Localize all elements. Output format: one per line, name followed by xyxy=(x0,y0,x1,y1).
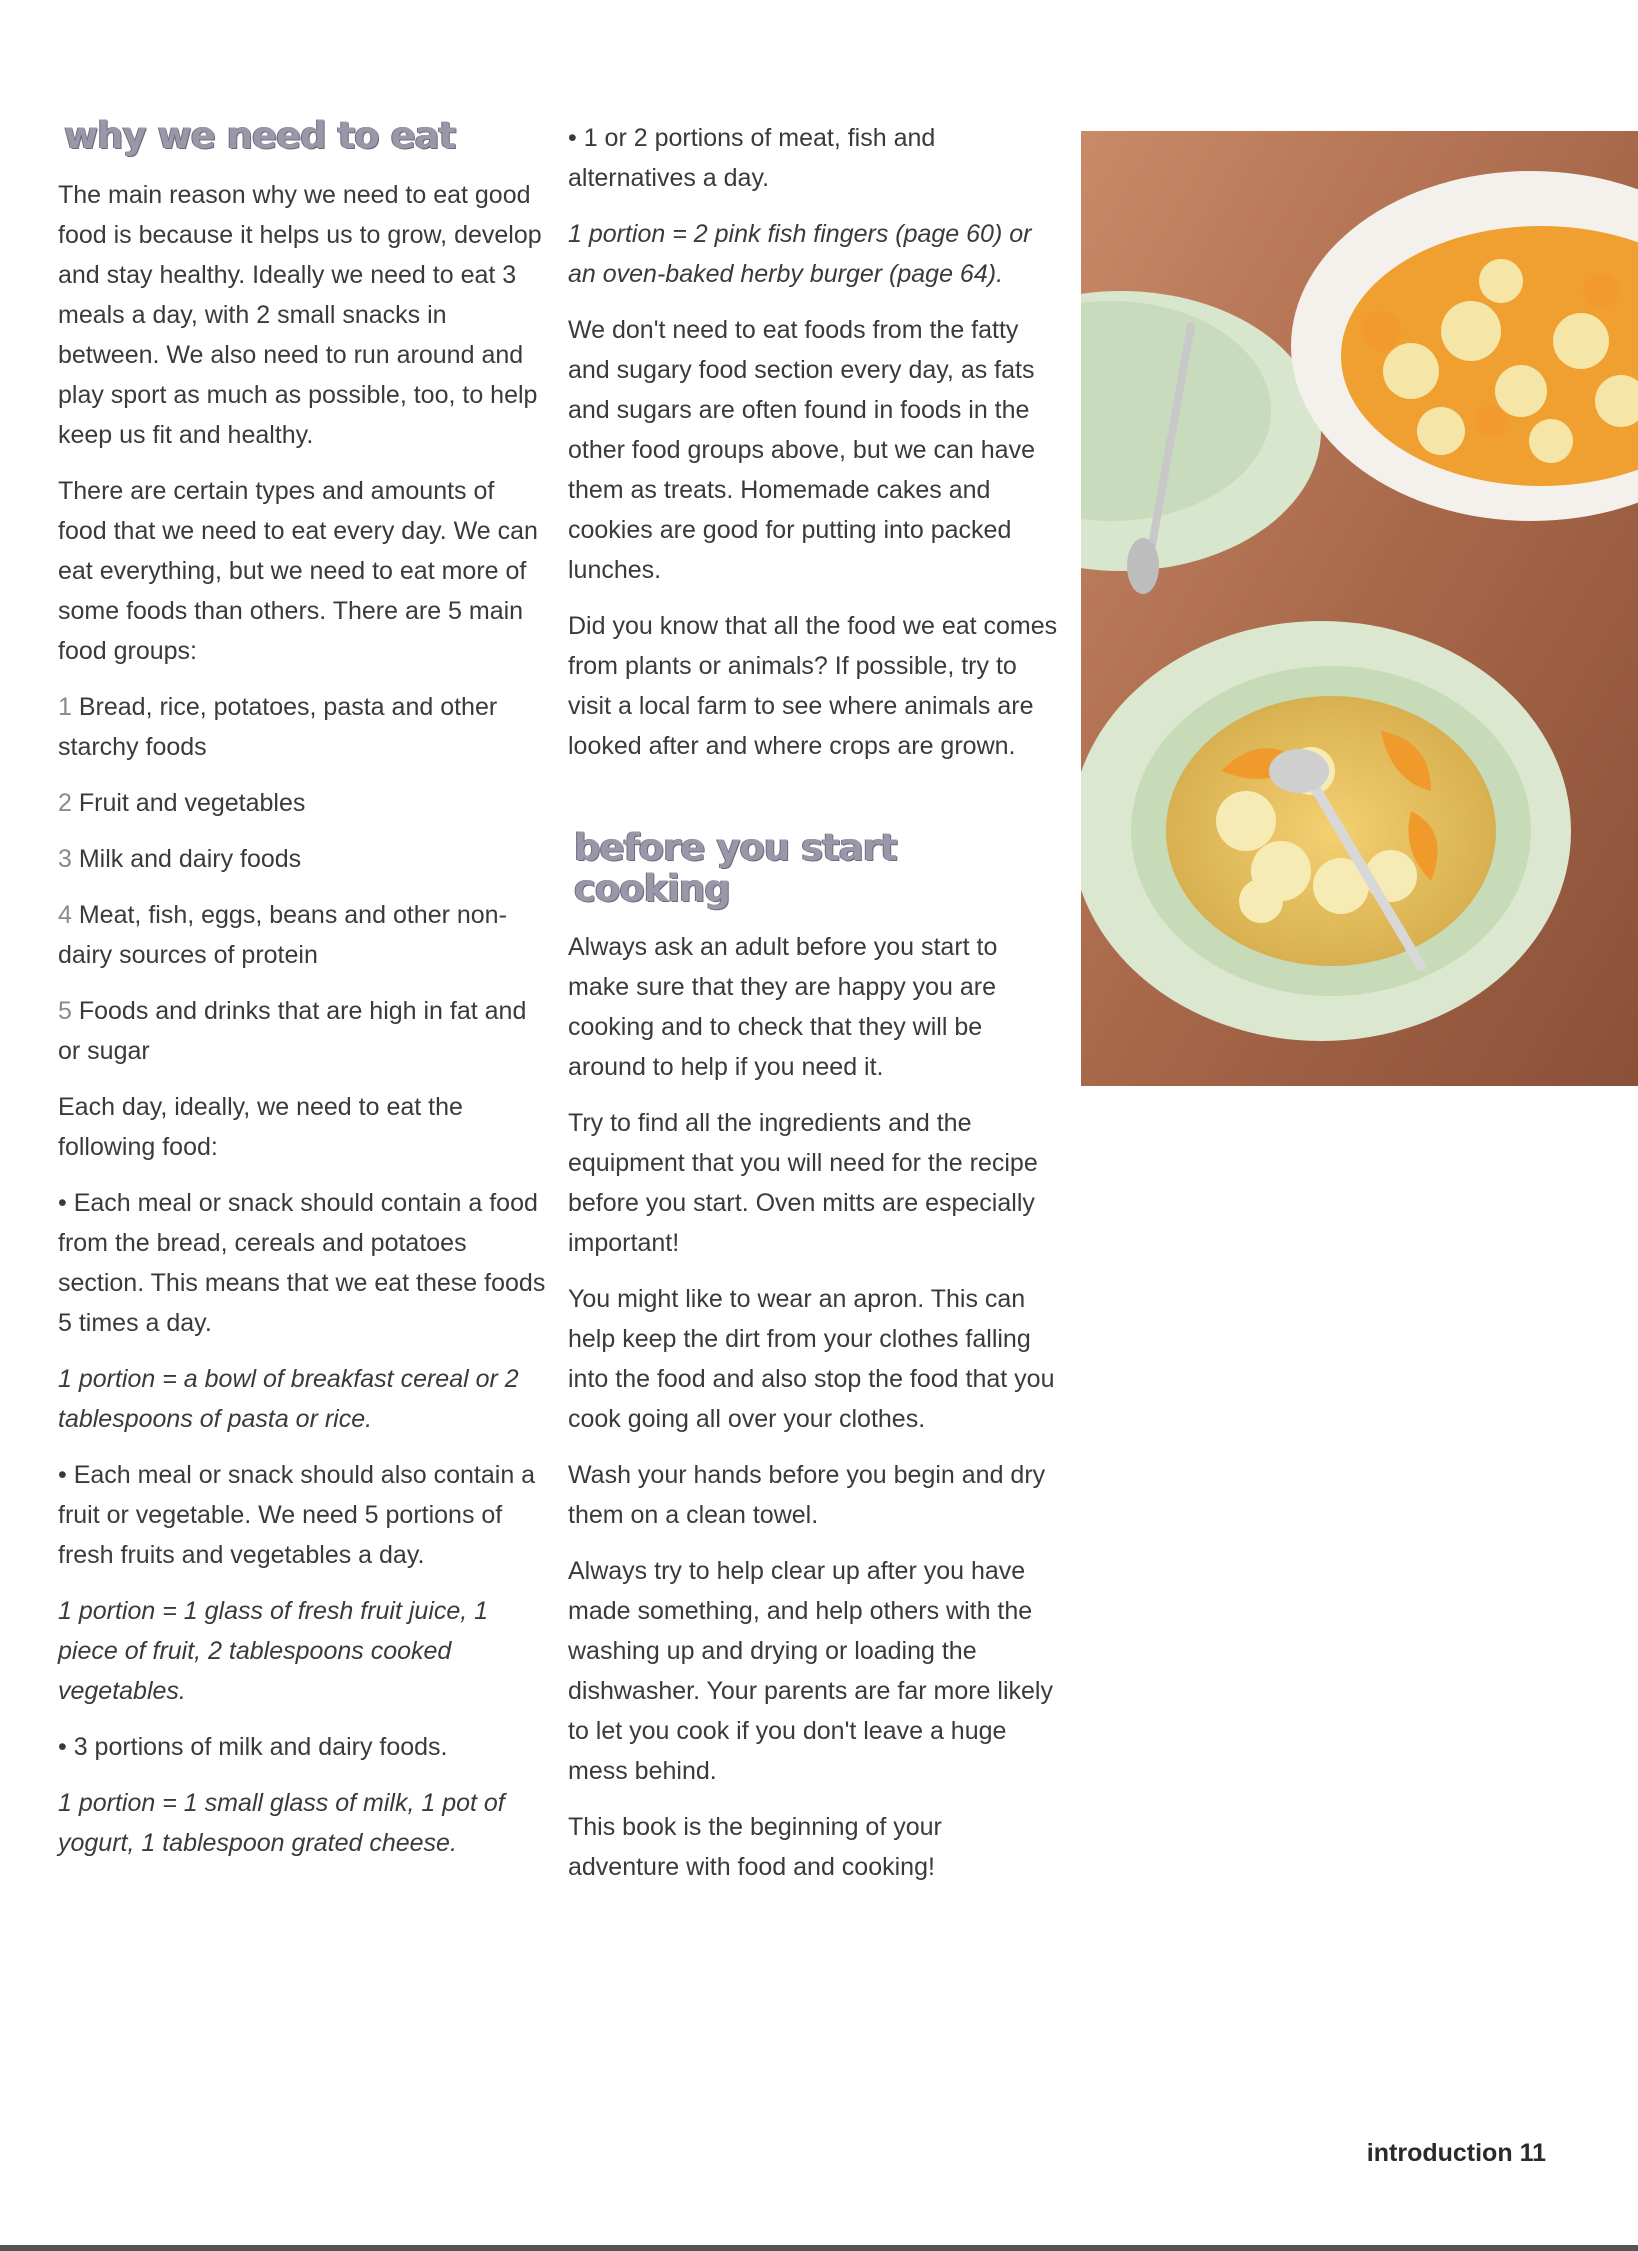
food-group-text: Meat, fish, eggs, beans and other non-dairy sources of protein xyxy=(58,900,507,969)
food-group-item xyxy=(58,895,548,975)
wash-hands-paragraph: Wash your hands before you begin and dry them on a clean towel. xyxy=(568,1461,1046,1530)
clear-up-paragraph: Always try to help clear up after you have made something, and help others with the washing up and drying or loading the dishwasher. Your parents are far more likely to let you cook if you don't leave a huge mess behind. xyxy=(568,1557,1053,1786)
closing-paragraph: This book is the beginning of your adventure with food and cooking! xyxy=(568,1813,942,1882)
food-groups-intro: There are certain types and amounts of food that we need to eat every day. We can eat everything, but we need to eat more of some foods than others. There are 5 main food groups: xyxy=(58,476,538,665)
middle-column xyxy=(568,118,1058,1903)
why-we-need-to-eat-heading: why we need to eat xyxy=(64,114,456,157)
ingredients-paragraph: Try to find all the ingredients and the equipment that you will need for the recipe before you start. Oven mitts are especially important! xyxy=(568,1109,1038,1258)
fruit-salad-photo xyxy=(1081,131,1638,1086)
intro-paragraph: The main reason why we need to eat good food is because it helps us to grow, develop and stay healthy. Ideally we need to eat 3 meals a day, with 2 small snacks in between. We also need to run around and play sport as much as possible, too, to help keep us fit and healthy. xyxy=(58,180,542,449)
page-number: 11 xyxy=(1519,2139,1546,2167)
fatty-foods-paragraph: We don't need to eat foods from the fatty and sugary food section every day, as fats and sugars are often found in foods in the other food groups above, but we can have them as treats. Homemade cakes and cookies are good for putting into packed lunches. xyxy=(568,316,1035,584)
meat-portion-note: 1 portion = 2 pink fish fingers (page 60) or an oven-baked herby burger (page 64). xyxy=(568,220,1032,288)
farm-paragraph: Did you know that all the food we eat comes from plants or animals? If possible, try to visit a local farm to see where animals are looked after and where crops are grown. xyxy=(568,612,1058,760)
footer-section-label: introduction xyxy=(1366,2139,1513,2167)
page-footer xyxy=(1367,2139,1546,2168)
bread-bullet: • Each meal or snack should contain a food from the bread, cereals and potatoes section. This means that we eat these foods 5 times a day. xyxy=(58,1188,546,1337)
food-group-number: 2 xyxy=(58,788,72,817)
food-group-number: 4 xyxy=(58,900,72,929)
ask-adult-paragraph: Always ask an adult before you start to make sure that they are happy you are cooking and to check that they will be around to help if you need it. xyxy=(568,933,998,1082)
page-bottom-edge xyxy=(0,2245,1638,2251)
milk-bullet: • 3 portions of milk and dairy foods. xyxy=(58,1732,448,1761)
food-group-text: Milk and dairy foods xyxy=(71,844,302,873)
food-group-number: 1 xyxy=(58,692,72,721)
left-column xyxy=(58,116,548,1879)
before-you-start-cooking-heading: before you start cooking xyxy=(574,826,897,910)
food-group-text: Fruit and vegetables xyxy=(71,788,306,817)
apron-paragraph: You might like to wear an apron. This can help keep the dirt from your clothes falling into the food and also stop the food that you cook going all over your clothes. xyxy=(568,1285,1055,1434)
bread-portion-note: 1 portion = a bowl of breakfast cereal or 2 tablespoons of pasta or rice. xyxy=(58,1364,519,1433)
fruit-portion-note: 1 portion = 1 glass of fresh fruit juice, 1 piece of fruit, 2 tablespoons cooked vegetables. xyxy=(58,1596,489,1705)
meat-bullet: • 1 or 2 portions of meat, fish and alternatives a day. xyxy=(568,124,936,192)
food-group-text: Foods and drinks that are high in fat and or sugar xyxy=(58,996,527,1065)
food-group-item xyxy=(58,687,548,767)
food-group-item xyxy=(58,783,548,823)
food-group-text: Bread, rice, potatoes, pasta and other starchy foods xyxy=(58,692,498,761)
milk-portion-note: 1 portion = 1 small glass of milk, 1 pot of yogurt, 1 tablespoon grated cheese. xyxy=(58,1788,505,1857)
food-group-number: 5 xyxy=(58,996,72,1025)
food-group-item xyxy=(58,991,548,1071)
food-group-number: 3 xyxy=(58,844,72,873)
fruit-bullet: • Each meal or snack should also contain a fruit or vegetable. We need 5 portions of fresh fruits and vegetables a day. xyxy=(58,1460,536,1569)
food-group-item xyxy=(58,839,548,879)
daily-food-intro: Each day, ideally, we need to eat the following food: xyxy=(58,1092,463,1161)
